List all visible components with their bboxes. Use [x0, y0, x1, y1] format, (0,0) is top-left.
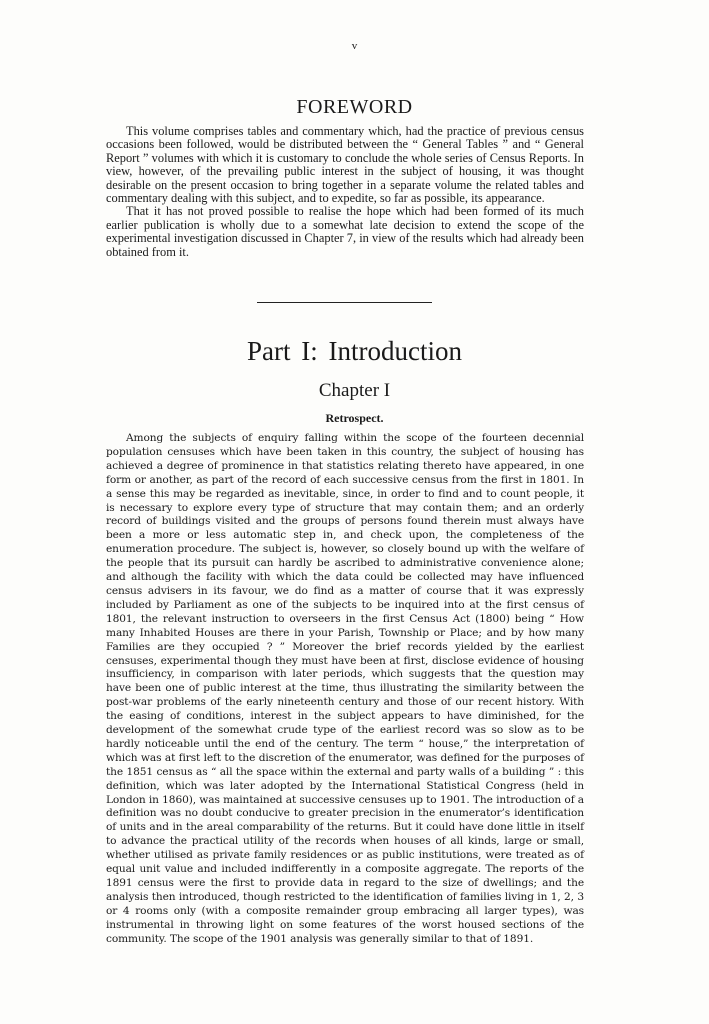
foreword-paragraph: This volume comprises tables and commentary which, had the practice of previous census occasions been followed, would be distributed between the “ General Tables ” and “ General Report ” volumes with which it is customary to conclude the whole series of Census Reports. In view, however, of the prevailing public interest in the subject of housing, it was thought desirable on the present occasion to bring together in a separate volume the related tables and commentary dealing with this subject, and to expedite, so far as possible, its appearance.: [106, 124, 584, 206]
page-number: v: [351, 40, 358, 52]
section-heading: Retrospect.: [325, 411, 384, 425]
section-divider: [257, 302, 432, 303]
part-heading: Part I: Introduction: [247, 336, 462, 366]
chapter-body: [106, 432, 584, 947]
foreword-body: [106, 125, 584, 259]
foreword-heading: FOREWORD: [296, 96, 413, 118]
foreword-paragraph: That it has not proved possible to realise the hope which had been formed of its much earlier publication is wholly due to a somewhat late decision to extend the scope of the experimental investigation discussed in Chapter 7, in view of the results which had already been obtained from it.: [106, 204, 584, 259]
chapter-heading: Chapter I: [318, 380, 391, 401]
chapter-paragraph: Among the subjects of enquiry falling within the scope of the fourteen decennial population censuses which have been taken in this country, the subject of housing has achieved a degree of prominence in that statistics relating thereto have appeared, in one form or another, as part of the record of each successive census from the first in 1801. In a sense this may be regarded as inevitable, since, in order to find and to count people, it is necessary to explore every type of structure that may contain them; and an orderly record of buildings visited and the groups of persons found therein must always have been a more or less automatic step in, and check upon, the completeness of the enumeration procedure. The subject is, however, so closely bound up with the welfare of the people that its pursuit can hardly be ascribed to administrative convenience alone; and although the facility with which the data could be collected may have influenced census advisers in its favour, we do find as a matter of course that it was expressly included by Parliament as one of the subjects to be inquired into at the first census of 1801, the relevant instruction to overseers in the first Census Act (1800) being “ How many Inhabited Houses are there in your Parish, Township or Place; and by how many Families are they occupied ? ” Moreover the brief records yielded by the earliest censuses, experimental though they must have been at first, disclose evidence of housing insufficiency, in comparison with later periods, which suggests that the question may have been one of public interest at the time, thus illustrating the similarity between the post-war problems of the early nineteenth century and those of our recent history. With the easing of conditions, interest in the subject appears to have diminished, for the development of the somewhat crude type of the earliest record was so slow as to be hardly noticeable until the end of the century. The term “ house,” the interpretation of which was at first left to the discretion of the enumerator, was defined for the purposes of the 1851 census as “ all the space within the external and party walls of a building ” : this definition, which was later adopted by the International Statistical Congress (held in London in 1860), was maintained at successive censuses up to 1901. The introduction of a definition was no doubt conducive to greater precision in the enumerator’s identification of units and in the areal comparability of the returns. But it could have done little in itself to advance the practical utility of the records when houses of all kinds, large or small, whether utilised as private family residences or as public institutions, were treated as of equal unit value and included indifferently in a composite aggregate. The reports of the 1891 census were the first to provide data in regard to the size of dwellings; and the analysis then introduced, though restricted to the identification of families living in 1, 2, 3 or 4 rooms only (with a composite remainder group embracing all larger types), was instrumental in throwing light on some features of the worst housed sections of the community. The scope of the 1901 analysis was generally similar to that of 1891.: [106, 432, 585, 945]
